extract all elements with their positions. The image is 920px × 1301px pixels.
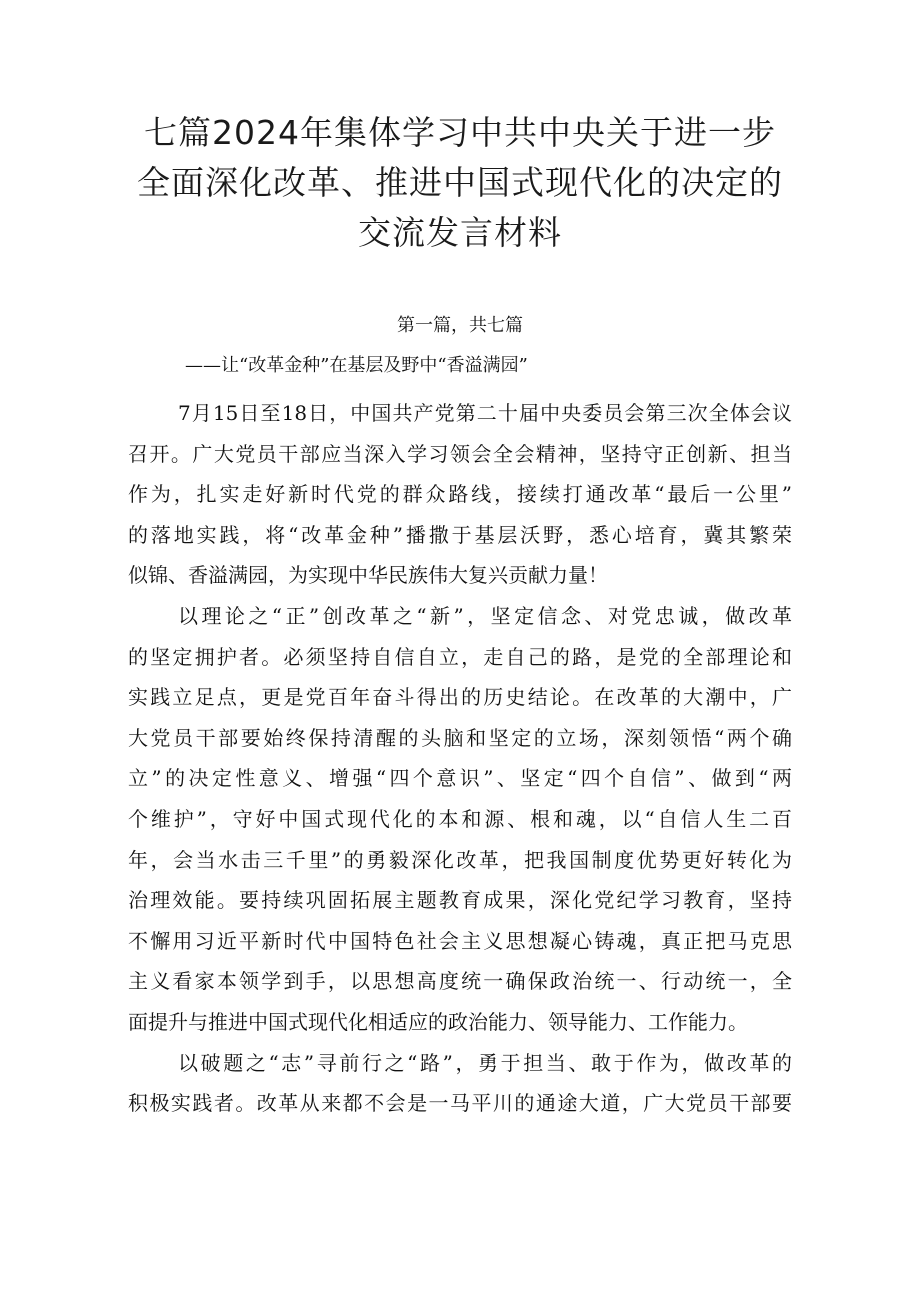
title-line: 交流发言材料: [358, 213, 562, 252]
body-line: 以理论之“正”创改革之“新”，坚定信念、对党忠诚，做改革: [178, 603, 792, 628]
body-line: 年，会当水击三千里”的勇毅深化改革，把我国制度优势更好转化为: [128, 847, 792, 872]
title-line: 七篇2024年集体学习中共中央关于进一步: [144, 113, 776, 152]
body-line: 的落地实践，将“改革金种”播撒于基层沃野，悉心培育，冀其繁荣: [128, 522, 792, 547]
body-line: 召开。广大党员干部应当深入学习领会全会精神，坚持守正创新、担当: [128, 441, 792, 466]
body-line: 实践立足点，更是党百年奋斗得出的历史结论。在改革的大潮中，广: [128, 685, 792, 710]
body-line: 主义看家本领学到手，以思想高度统一确保政治统一、行动统一，全: [128, 969, 792, 994]
body-text: [128, 393, 792, 1124]
body-line: 立”的决定性意义、增强“四个意识”、坚定“四个自信”、做到“两: [128, 766, 792, 791]
body-line: 治理效能。要持续巩固拓展主题教育成果，深化党纪学习教育，坚持: [128, 888, 792, 913]
body-line: 积极实践者。改革从来都不会是一马平川的通途大道，广大党员干部要: [128, 1091, 792, 1116]
body-line: 7月15日至18日，中国共产党第二十届中央委员会第三次全体会议: [178, 401, 792, 425]
body-line: 的坚定拥护者。必须坚持自信自立，走自己的路，是党的全部理论和: [128, 644, 792, 669]
body-line: 似锦、香溢满园，为实现中华民族伟大复兴贡献力量！: [128, 563, 608, 588]
title-line: 全面深化改革、推进中国式现代化的决定的: [137, 163, 783, 202]
body-line: 面提升与推进中国式现代化相适应的政治能力、领导能力、工作能力。: [128, 1009, 748, 1034]
dedication-line: ——让“改革金种”在基层及野中“香溢满园”: [185, 355, 528, 376]
body-line: 作为，扎实走好新时代党的群众路线，接续打通改革“最后一公里”: [128, 482, 792, 507]
body-line: 不懈用习近平新时代中国特色社会主义思想凝心铸魂，真正把马克思: [128, 928, 792, 953]
document-title: [110, 108, 810, 258]
section-heading: 第一篇，共七篇: [397, 315, 523, 336]
body-line: 大党员干部要始终保持清醒的头脑和坚定的立场，深刻领悟“两个确: [128, 725, 792, 750]
body-line: 个维护”，守好中国式现代化的本和源、根和魂，以“自信人生二百: [128, 806, 792, 831]
body-line: 以破题之“志”寻前行之“路”，勇于担当、敢于作为，做改革的: [178, 1050, 792, 1075]
